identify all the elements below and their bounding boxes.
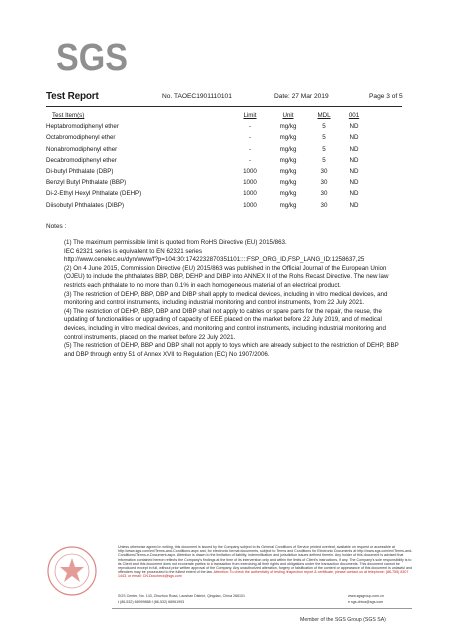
note-item: (3) The restriction of DEHP, BBP, DBP and DIBP shall apply to medical devices, including in vitro medical devices, and monitoring and control instruments, including industrial monitoring and control instruments, from 22 July 2021.	[64, 290, 388, 307]
terms-text: Unless otherwise agreed in writing, this document is issued by the Company subject to its General Conditions of Service printed overleaf, available on request or accessible at http://www.sgs.com/en/Terms-and-Conditions.aspx and, for electronic format documents, subject to Terms and Conditions for Electronic Documents at http://www.sgs.com/en/Terms-and-Conditions/Terms-e-Document.aspx. Attention is drawn to the limitation of liability, indemnification and jurisdiction issues defined therein. Any holder of this document is advised that information contained hereon reflects the Company's findings at the time of its intervention only and within the limits of Client's instructions, if any. The Company's sole responsibility is to its Client and this document does not exonerate parties to a transaction from exercising all their rights and obligations under the transaction documents. This document cannot be reproduced except in full, without prior written approval of the Company. Any unauthorized alteration, forgery or falsification of the content or appearance of this document is unlawful and offenders may be prosecuted to the fullest extent of the law.	[118, 545, 413, 575]
notes-title: Notes :	[46, 223, 67, 230]
cell-unit: mg/kg	[279, 179, 297, 187]
cell-test-item: Diisobutyl Phthalates (DIBP)	[46, 201, 125, 209]
report-title: Test Report	[46, 91, 99, 102]
cell-result: ND	[349, 156, 359, 164]
cell-limit: 1000	[243, 190, 257, 198]
company-address	[118, 593, 245, 605]
cell-test-item: Benzyl Butyl Phthalate (BBP)	[46, 179, 127, 187]
cell-test-item: Octabromodiphenyl ether	[46, 134, 116, 142]
address-line: SGS Center, No. 143, Zhuzhou Road, Laoshan District, Qingdao, China 266101	[118, 594, 246, 598]
cell-result: ND	[349, 134, 359, 142]
table-row	[46, 190, 402, 201]
cell-limit: -	[248, 134, 252, 142]
cell-result: ND	[349, 201, 359, 209]
cell-limit: -	[248, 156, 252, 164]
col-mdl: MDL	[317, 112, 331, 119]
company-contact	[348, 593, 384, 605]
note-item: IEC 62321 series is equivalent to EN 62321 series	[64, 247, 202, 255]
col-unit: Unit	[282, 112, 294, 119]
cell-mdl: 5	[322, 156, 326, 164]
certification-stamp	[46, 545, 98, 597]
table-header-row	[46, 112, 402, 123]
cell-mdl: 5	[322, 134, 326, 142]
table-row	[46, 123, 402, 134]
sgs-logo	[56, 37, 128, 79]
email-line: e sgs.china@sgs.com	[348, 600, 384, 604]
cell-test-item: Decabromodiphenyl ether	[46, 156, 117, 164]
sgs-logo-text: SGS	[56, 37, 128, 79]
cell-test-item: Di-butyl Phthalate (DBP)	[46, 167, 114, 175]
table-row	[46, 157, 402, 168]
cell-test-item: Nonabromodiphenyl ether	[46, 145, 118, 153]
cell-test-item: Heptabromodiphenyl ether	[46, 123, 119, 131]
table-row	[46, 179, 402, 190]
note-item: (4) The restriction of DEHP, BBP, DBP and DIBP shall not apply to cables or spare parts for the repair, the reuse, the updating of functionalities or upgrading of capacity of EEE placed on the market before 22 July 2019, and of medical devices, including in vitro medical devices, and monitoring and control instruments, including industrial monitoring and control instruments, placed on the market before 22 July 2021.	[64, 307, 386, 341]
cell-unit: mg/kg	[279, 156, 297, 164]
note-item: (5) The restriction of DEHP, BBP and DBP shall not apply to toys which are already subject to the restriction of DEHP, BBP and DBP through entry 51 of Annex XVII to Regulation (EC) No 1907/2006.	[64, 342, 399, 358]
table-body	[46, 123, 402, 213]
cell-unit: mg/kg	[279, 134, 297, 142]
cell-mdl: 5	[322, 123, 326, 131]
cell-result: ND	[349, 167, 359, 175]
col-limit: Limit	[243, 112, 257, 119]
report-date: Date: 27 Mar 2019	[274, 93, 329, 100]
cell-limit: -	[248, 123, 252, 131]
phone-line: t (86-532) 68999888 f (86-532) 68961993	[118, 600, 185, 604]
table-row	[46, 146, 402, 157]
cell-mdl: 30	[320, 167, 328, 175]
cell-result: ND	[349, 190, 359, 198]
cell-result: ND	[349, 123, 359, 131]
cell-unit: mg/kg	[279, 190, 297, 198]
cell-unit: mg/kg	[279, 145, 297, 153]
col-test-items: Test Item(s)	[52, 112, 85, 119]
results-table	[46, 112, 402, 213]
cell-unit: mg/kg	[279, 167, 297, 175]
note-item: (1) The maximum permissible limit is quoted from RoHS Directive (EU) 2015/863.	[64, 239, 287, 246]
cell-mdl: 5	[322, 145, 326, 153]
cell-unit: mg/kg	[279, 123, 297, 131]
header-divider	[46, 106, 402, 107]
report-number: No. TAOEC1901110101	[162, 93, 232, 100]
table-row	[46, 168, 402, 179]
website-line: www.sgsgroup.com.cn	[348, 594, 384, 598]
table-row	[46, 134, 402, 145]
cell-test-item: Di-2-Ethyl Hexyl Phthalate (DEHP)	[46, 190, 142, 198]
cell-limit: -	[248, 145, 252, 153]
cell-limit: 1000	[243, 179, 257, 187]
cell-limit: 1000	[243, 201, 257, 209]
col-sample-001: 001	[348, 112, 360, 119]
note-item: (2) On 4 June 2015, Commission Directive (EU) 2015/863 was published in the Official Journal of the European Union (OJEU) to include the phthalates BBP, DBP, DEHP and DIBP into ANNEX II of the Rohs Recast Directive. The new law restricts each phthalate to no more than 0.1% in each homogeneous material of an electrical product.	[64, 264, 389, 289]
notes-list	[64, 239, 400, 359]
footer-divider	[112, 608, 412, 609]
table-row	[46, 202, 402, 213]
cell-unit: mg/kg	[279, 201, 297, 209]
cell-result: ND	[349, 179, 359, 187]
cell-limit: 1000	[243, 167, 257, 175]
terms-and-conditions	[118, 545, 414, 579]
cell-mdl: 30	[320, 179, 328, 187]
page-number: Page 3 of 5	[369, 93, 403, 100]
cell-mdl: 30	[320, 190, 328, 198]
member-statement: Member of the SGS Group (SGS SA)	[300, 617, 386, 623]
note-item: http://www.cenelec.eu/dyn/www/f?p=104:30:1742232870351101::::FSP_ORG_ID,FSP_LANG_ID:1258637,25	[64, 256, 365, 264]
cell-mdl: 30	[320, 201, 328, 209]
authenticity-notice: Attention: To check the authenticity of testing /inspection report & certificate, please contact us at telephone: (86-755) 8307 1443, or email: CN.Doccheck@sgs.com	[118, 570, 409, 579]
cell-result: ND	[349, 145, 359, 153]
